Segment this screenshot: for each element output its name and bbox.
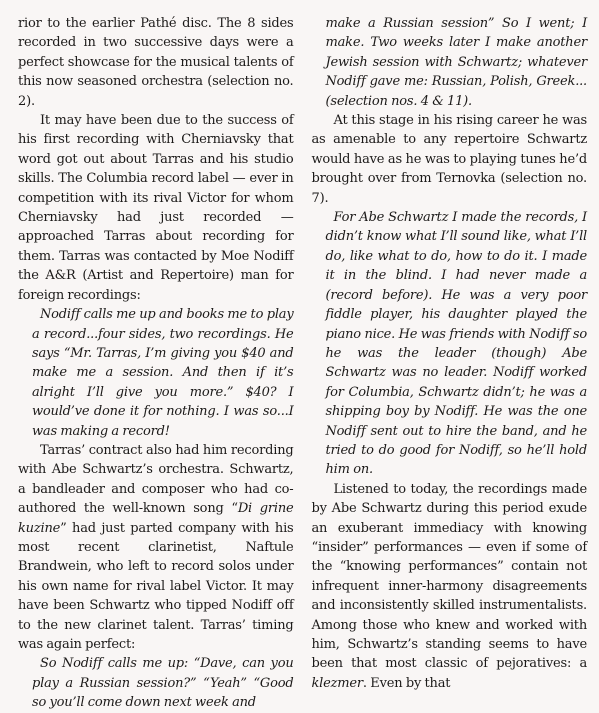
paragraph-text: Listened to today, the recordings made by Abe Schwartz during this period exude an exuberant immediacy with knowing “insider” performances — even if some of the “knowing performances” contain not infrequent inner-harmony disagreements and inconsistently skilled instrumentalists. Among those who knew and worked with him, Schwartz’s standing seems to have been that most classic of pejoratives: a [311,481,587,672]
paragraph: It may have been due to the success of his first recording with Cherniavsky that word got out about Tarras and his studio skills. The Columbia record label — ever in competition with its rival Victor for whom Cherniavsky had just recorded — approached Tarras about recording for them. Tarras was contacted by Moe Nodiff the A&R (Artist and Repertoire) man for foreign recordings: [18,113,294,303]
quotation: So Nodiff calls me up: “Dave, can you play a Russian session?” “Yeah” “Good so you’ll come down next week and [32,656,294,711]
paragraph-text: . Even by that [362,675,451,691]
paragraph [312,480,588,693]
paragraph: rior to the earlier Pathé disc. The 8 sides recorded in two successive days were a perfect showcase for the musical talents of this now seasoned orchestra (selection no. 2). [18,16,294,109]
quotation-continued: make a Russian session” So I went; I make. Two weeks later I make another Jewish session with Schwartz; whatever Nodiff gave me: Russian, Polish, Greek... (selection nos. 4 & 11). [325,16,587,109]
quotation: For Abe Schwartz I made the records, I didn’t know what I’ll sound like, what I’ll do, like what to do, how to do it. I made it in the blind. I had never made a (record before). He was a very poor fiddle player, his daughter played the piano nice. He was friends with Nodiff so he was the leader (though) Abe Schwartz was no leader. Nodiff worked for Columbia, Schwartz didn’t; he was a shipping boy by Nodiff. He was the one Nodiff sent out to hire the band, and he tried to do good for Nodiff, so he’ll hold him on. [325,210,587,478]
right-column [311,14,588,691]
paragraph: At this stage in his rising career he was as amenable to any repertoire Schwartz would have as he was to playing tunes he’d brought over from Ternovka (selection no. 7). [311,113,587,206]
emphasized-word: klezmer [311,675,363,691]
quotation: Nodiff calls me up and books me to play a record...four sides, two recordings. He says “Mr. Tarras, I’m giving you $40 and make me a session. And then if it’s alright I’ll give you more.” $40? I would’ve done it for nothing. I was so...I was making a record! [32,307,294,439]
paragraph-text: Tarras’ contract also had him recording with Abe Schwartz’s orchestra. Schwartz, a bandleader and composer who had co-authored the well-known song “ [18,442,294,517]
left-column [18,14,294,711]
song-title: Di grine kuzine [18,501,294,536]
paragraph [18,441,294,654]
paragraph-text: ” had just parted company with his most recent clarinetist, Naftule Brandwein, who left to record solos under his own name for rival label Victor. It may have been Schwartz who tipped Nodiff off to the new clarinet talent. Tarras’ timing was again perfect: [18,520,294,652]
